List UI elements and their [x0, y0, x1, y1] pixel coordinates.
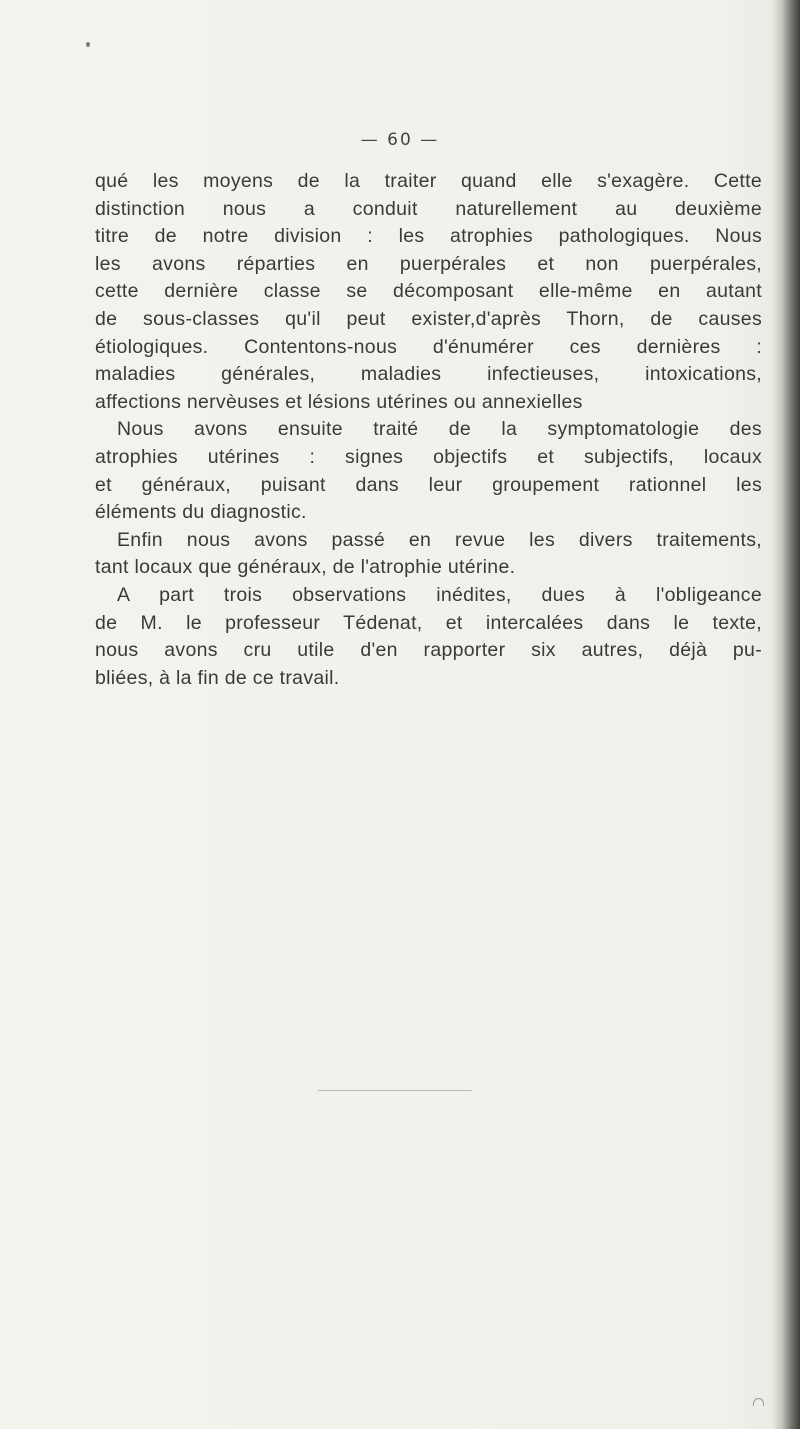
text-line: les avons réparties en puerpérales et non puerpérales, [95, 252, 762, 275]
ink-speck [86, 42, 90, 47]
text-line: Enfin nous avons passé en revue les divers traitements, [117, 528, 762, 551]
text-line: éléments du diagnostic. [95, 501, 307, 524]
text-line: A part trois observations inédites, dues à l'obligeance [117, 583, 762, 606]
text-line: maladies générales, maladies infectieuses, intoxications, [95, 363, 762, 386]
body-text [95, 168, 762, 692]
text-line: cette dernière classe se décomposant elle-même en autant [95, 280, 762, 303]
text-line: distinction nous a conduit naturellement au deuxième [95, 197, 762, 220]
text-line: tant locaux que généraux, de l'atrophie utérine. [95, 556, 516, 579]
end-rule [318, 1090, 472, 1091]
text-line: de M. le professeur Tédenat, et intercalées dans le texte, [95, 611, 762, 634]
text-line: nous avons cru utile d'en rapporter six autres, déjà pu- [95, 639, 762, 662]
text-line: bliées, à la fin de ce travail. [95, 666, 340, 689]
text-line: titre de notre division : les atrophies pathologiques. Nous [95, 225, 762, 248]
text-line: atrophies utérines : signes objectifs et subjectifs, locaux [95, 445, 762, 468]
text-line: Nous avons ensuite traité de la symptomatologie des [117, 418, 762, 441]
text-line: de sous-classes qu'il peut exister,d'après Thorn, de causes [95, 307, 762, 330]
print-mark [753, 1398, 764, 1406]
page-edge-shadow [772, 0, 800, 1429]
text-line: qué les moyens de la traiter quand elle s'exagère. Cette [95, 170, 762, 192]
page-number: — 60 — [360, 130, 440, 150]
text-line: étiologiques. Contentons-nous d'énumérer ces dernières : [95, 335, 762, 358]
text-line: affections nervèuses et lésions utérines ou annexielles [95, 390, 583, 413]
text-line: et généraux, puisant dans leur groupement rationnel les [95, 473, 762, 496]
